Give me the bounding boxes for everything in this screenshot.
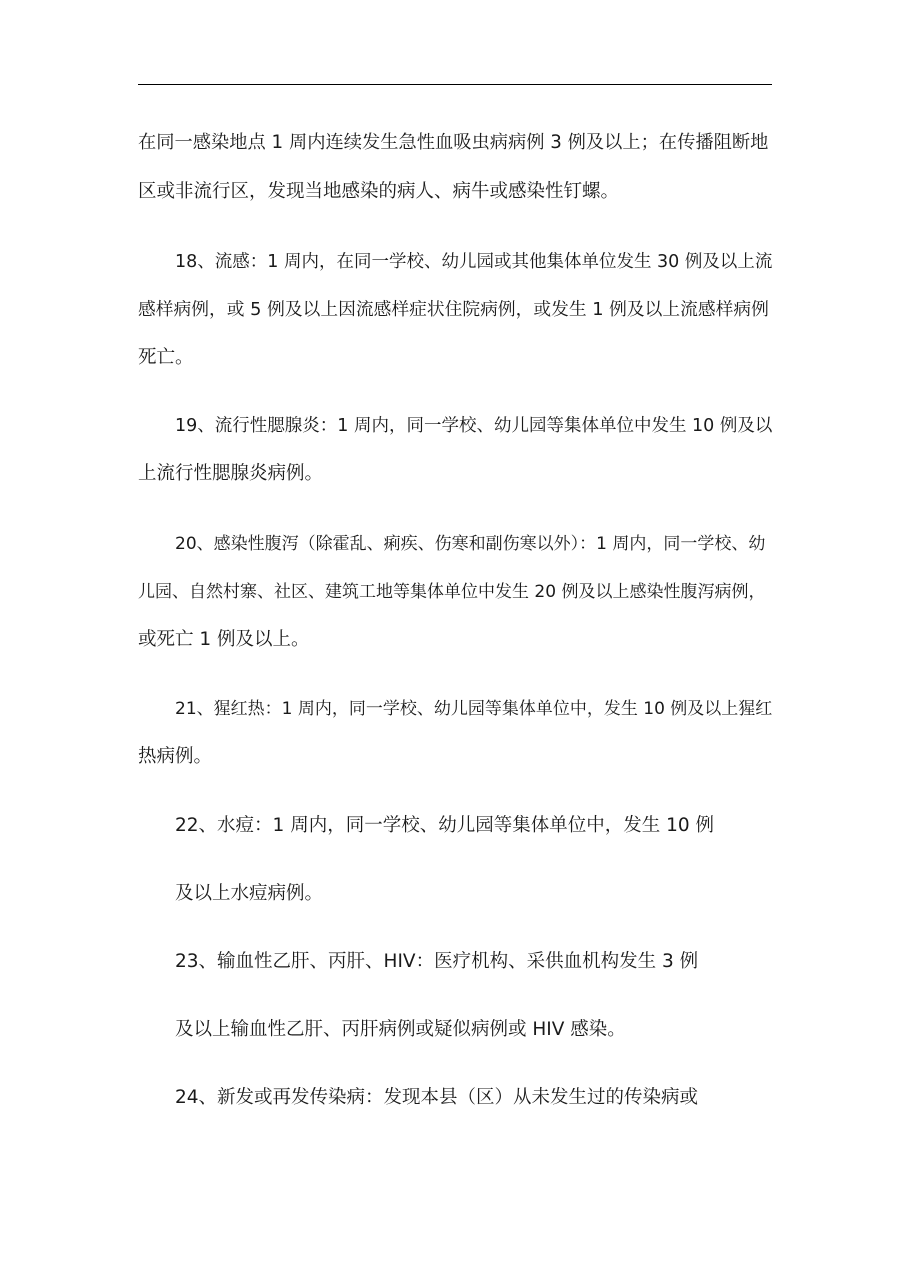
text-line: 21、猩红热：1 周内，同一学校、幼儿园等集体单位中，发生 10 例及以上猩红 (175, 699, 773, 719)
text-line: 24、新发或再发传染病：发现本县（区）从未发生过的传染病或 (175, 1087, 699, 1108)
text-line: 及以上水痘病例。 (175, 883, 324, 904)
text-line: 或死亡 1 例及以上。 (138, 629, 310, 650)
text-line: 区或非流行区，发现当地感染的病人、病牛或感染性钉螺。 (138, 181, 620, 202)
text-line: 及以上输血性乙肝、丙肝病例或疑似病例或 HIV 感染。 (175, 1019, 626, 1040)
text-line: 感样病例，或 5 例及以上因流感样症状住院病例，或发生 1 例及以上流感样病例 (138, 300, 769, 320)
text-line: 死亡。 (138, 347, 194, 368)
text-line: 18、流感：1 周内，在同一学校、幼儿园或其他集体单位发生 30 例及以上流 (175, 252, 773, 272)
header-rule (138, 84, 772, 85)
text-line: 在同一感染地点 1 周内连续发生急性血吸虫病病例 3 例及以上；在传播阻断地 (138, 132, 769, 153)
text-line: 20、感染性腹泻（除霍乱、痢疾、伤寒和副伤寒以外）：1 周内，同一学校、幼 (175, 534, 766, 554)
text-line: 儿园、自然村寨、社区、建筑工地等集体单位中发生 20 例及以上感染性腹泻病例， (138, 582, 766, 602)
text-line: 19、流行性腮腺炎：1 周内，同一学校、幼儿园等集体单位中发生 10 例及以 (175, 416, 773, 436)
text-line: 23、输血性乙肝、丙肝、HIV：医疗机构、采供血机构发生 3 例 (175, 951, 699, 972)
text-line: 上流行性腮腺炎病例。 (138, 463, 324, 484)
text-line: 22、水痘：1 周内，同一学校、幼儿园等集体单位中，发生 10 例 (175, 815, 714, 836)
text-line: 热病例。 (138, 746, 213, 767)
